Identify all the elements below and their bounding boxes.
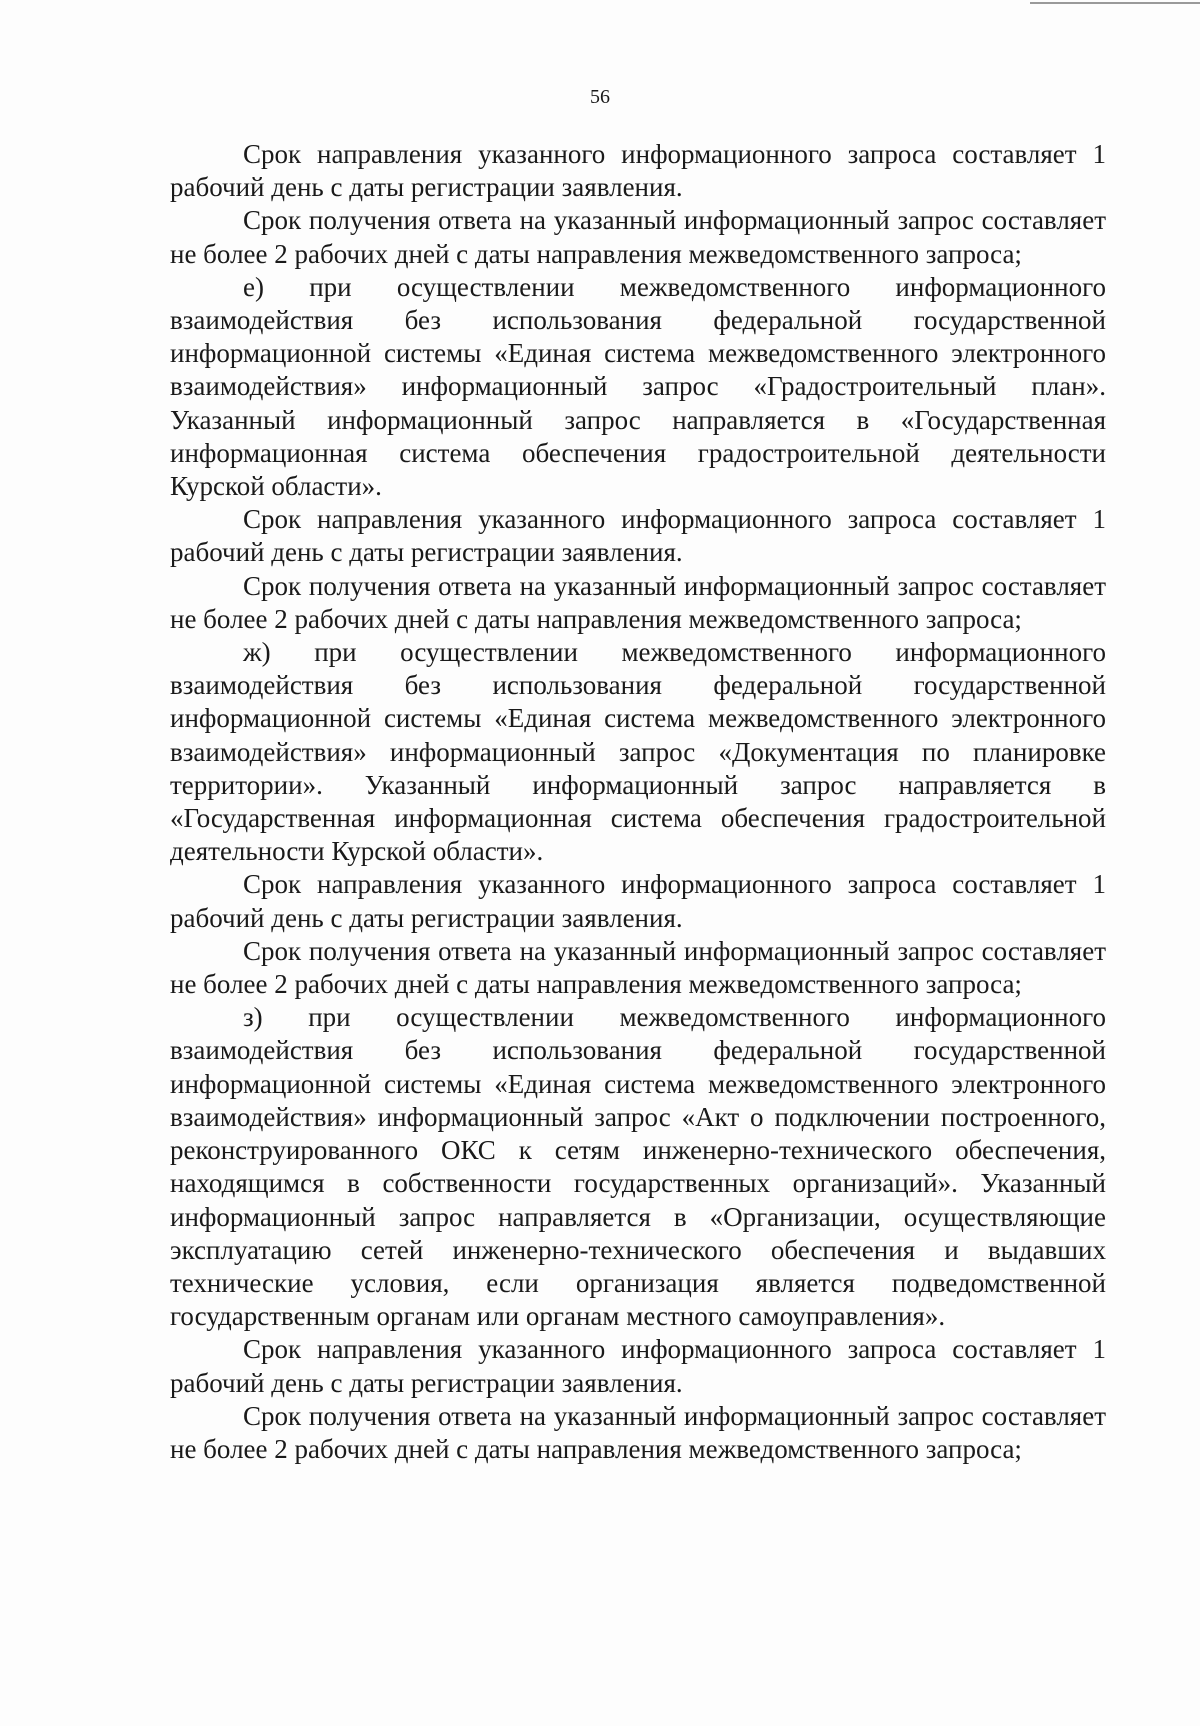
paragraph-2: Срок получения ответа на указанный информационный запрос составляет не более 2 рабочих дней с даты направления межведомственного запроса;	[170, 205, 1106, 269]
paragraph-6-item-zh: ж) при осуществлении межведомственного информационного взаимодействия без использования федеральной государственной информационной системы «Единая система межведомственного электронного взаимодействия» информационный запрос «Документация по планировке территории». Указанный информационный запрос направляется в «Государственная информационная система обеспечения градостроительной деятельности Курской области».	[170, 637, 1106, 867]
paragraph-3-item-e: е) при осуществлении межведомственного информационного взаимодействия без использования федеральной государственной информационной системы «Единая система межведомственного электронного взаимодействия» информационный запрос «Градостроительный план». Указанный информационный запрос направляется в «Государственная информационная система обеспечения градостроительной деятельности Курской области».	[170, 271, 1106, 502]
paragraph-4: Срок направления указанного информационного запроса составляет 1 рабочий день с даты регистрации заявления.	[170, 504, 1106, 568]
paragraph-1: Срок направления указанного информационного запроса составляет 1 рабочий день с даты регистрации заявления.	[170, 139, 1106, 203]
scan-edge-line	[1030, 2, 1200, 4]
paragraph-10: Срок направления указанного информационного запроса составляет 1 рабочий день с даты регистрации заявления.	[170, 1334, 1106, 1398]
paragraph-8: Срок получения ответа на указанный информационный запрос составляет не более 2 рабочих дней с даты направления межведомственного запроса;	[170, 935, 1106, 1000]
paragraph-9-item-z: з) при осуществлении межведомственного информационного взаимодействия без использования федеральной государственной информационной системы «Единая система межведомственного электронного взаимодействия» информационный запрос «Акт о подключении построенного, реконструированного ОКС к сетям инженерно-технического обеспечения, находящимся в собственности государственных организаций». Указанный информационный запрос направляется в «Организации, осуществляющие эксплуатацию сетей инженерно-технического обеспечения и выдавших технические условия, если организация является подведомственной государственным органам или органам местного самоуправления».	[170, 1002, 1106, 1332]
page-number: 56	[590, 86, 610, 108]
paragraph-5: Срок получения ответа на указанный информационный запрос составляет не более 2 рабочих дней с даты направления межведомственного запроса;	[170, 570, 1106, 634]
paragraph-7: Срок направления указанного информационного запроса составляет 1 рабочий день с даты регистрации заявления.	[170, 869, 1106, 933]
paragraph-11: Срок получения ответа на указанный информационный запрос составляет не более 2 рабочих дней с даты направления межведомственного запроса;	[170, 1400, 1106, 1464]
document-body	[170, 138, 1106, 1466]
